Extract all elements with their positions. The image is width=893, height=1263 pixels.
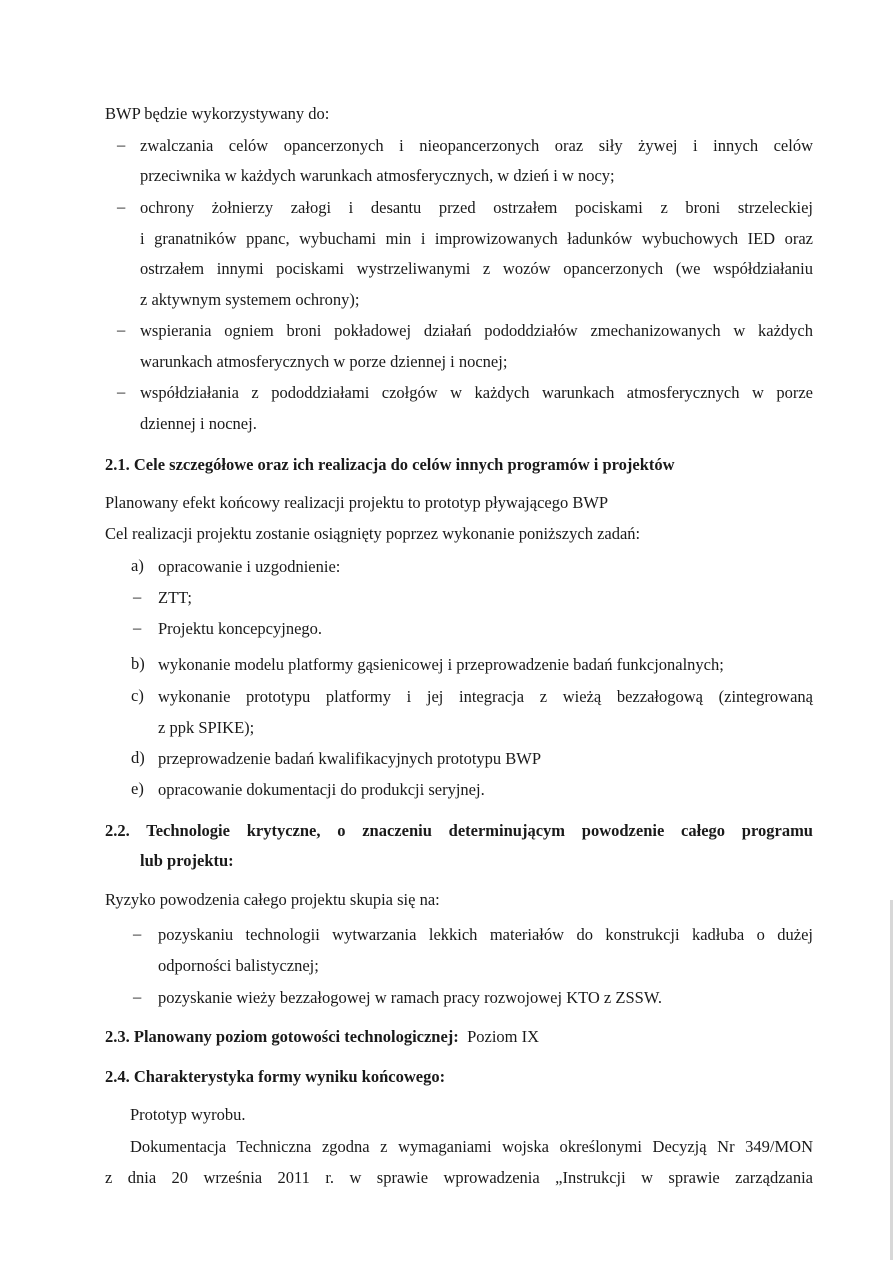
list-item-line: Projektu koncepcyjnego.	[158, 619, 323, 638]
list-dash: –	[133, 924, 142, 943]
paragraph: Cel realizacji projektu zostanie osiągnięty poprzez wykonanie poniższych zadań:	[105, 524, 641, 543]
list-marker: d)	[131, 748, 145, 767]
readiness-level: Poziom IX	[467, 1027, 540, 1046]
section-2-3-line	[105, 1026, 539, 1048]
list-marker: b)	[131, 654, 145, 673]
paragraph: Ryzyko powodzenia całego projektu skupia się na:	[105, 890, 440, 909]
list-dash: –	[133, 987, 142, 1006]
list-marker: e)	[131, 779, 144, 798]
section-heading-2-2-cont: lub projektu:	[140, 851, 234, 870]
section-heading-2-3: 2.3. Planowany poziom gotowości technologicznej:	[105, 1027, 459, 1046]
list-item-line: przeprowadzenie badań kwalifikacyjnych prototypu BWP	[158, 749, 542, 768]
list-item-line: wspierania ogniem broni pokładowej działań pododdziałów zmechanizowanych w każdych	[140, 321, 813, 340]
list-item-line: warunkach atmosferycznych w porze dziennej i nocnej;	[140, 352, 508, 371]
list-item-line: z aktywnym systemem ochrony);	[140, 290, 360, 309]
list-item-line: zwalczania celów opancerzonych i nieopancerzonych oraz siły żywej i innych celów	[140, 136, 813, 155]
paragraph-line: z dnia 20 września 2011 r. w sprawie wprowadzenia „Instrukcji w sprawie zarządzania	[105, 1168, 813, 1187]
list-item-line: wykonanie modelu platformy gąsienicowej i przeprowadzenie badań funkcjonalnych;	[158, 655, 724, 674]
list-item-line: z ppk SPIKE);	[158, 718, 255, 737]
section-heading-2-1: 2.1. Cele szczegółowe oraz ich realizacja do celów innych programów i projektów	[105, 455, 675, 474]
list-marker: c)	[131, 686, 144, 705]
list-item-line: i granatników ppanc, wybuchami min i improwizowanych ładunków wybuchowych IED oraz	[140, 229, 813, 248]
section-heading-2-2: 2.2. Technologie krytyczne, o znaczeniu determinującym powodzenie całego programu	[105, 821, 813, 840]
list-item-line: współdziałania z pododdziałami czołgów w każdych warunkach atmosferycznych w porze	[140, 383, 813, 402]
list-dash: –	[117, 382, 126, 401]
list-dash: –	[133, 618, 142, 637]
list-item-line: ochrony żołnierzy załogi i desantu przed ostrzałem pociskami z broni strzeleckiej	[140, 198, 813, 217]
list-dash: –	[133, 587, 142, 606]
intro-text: BWP będzie wykorzystywany do:	[105, 104, 330, 123]
list-dash: –	[117, 135, 126, 154]
list-item-line: ostrzałem innymi pociskami wystrzeliwanymi z wozów opancerzonych (we współdziałaniu	[140, 259, 813, 278]
list-dash: –	[117, 197, 126, 216]
list-item-line: wykonanie prototypu platformy i jej integracja z wieżą bezzałogową (zintegrowaną	[158, 687, 813, 706]
list-marker: a)	[131, 556, 144, 575]
list-item-line: pozyskaniu technologii wytwarzania lekkich materiałów do konstrukcji kadłuba o dużej	[158, 925, 813, 944]
list-item-line: opracowanie i uzgodnienie:	[158, 557, 341, 576]
list-dash: –	[117, 320, 126, 339]
paragraph: Prototyp wyrobu.	[130, 1105, 246, 1124]
list-item-line: opracowanie dokumentacji do produkcji seryjnej.	[158, 780, 485, 799]
section-heading-2-4: 2.4. Charakterystyka formy wyniku końcowego:	[105, 1067, 446, 1086]
list-item-line: odporności balistycznej;	[158, 956, 319, 975]
list-item-line: ZTT;	[158, 588, 192, 607]
paragraph-line: Dokumentacja Techniczna zgodna z wymaganiami wojska określonymi Decyzją Nr 349/MON	[130, 1137, 813, 1156]
list-item-line: pozyskanie wieży bezzałogowej w ramach pracy rozwojowej KTO z ZSSW.	[158, 988, 662, 1007]
paragraph: Planowany efekt końcowy realizacji projektu to prototyp pływającego BWP	[105, 493, 609, 512]
list-item-line: przeciwnika w każdych warunkach atmosferycznych, w dzień i w nocy;	[140, 166, 615, 185]
list-item-line: dziennej i nocnej.	[140, 414, 257, 433]
